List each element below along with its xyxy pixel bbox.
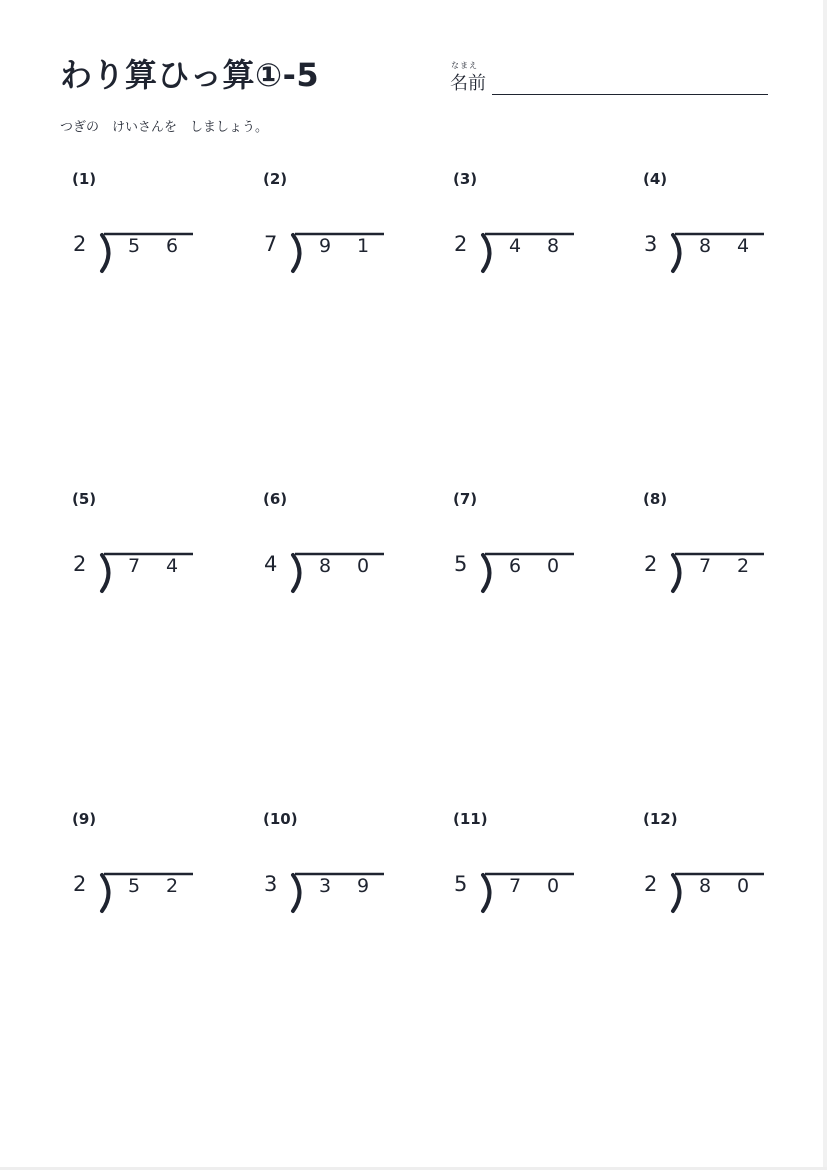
division-problem (631, 170, 781, 290)
division-bracket-icon (479, 546, 579, 598)
dividend-ones: 0 (356, 555, 370, 577)
dividend-ones: 8 (546, 235, 560, 257)
division-problem (441, 810, 591, 930)
problem-number: (4) (643, 170, 668, 188)
division-problem (60, 170, 210, 290)
divisor: 2 (73, 872, 87, 896)
dividend-ones: 9 (356, 875, 370, 897)
division-bracket-icon (669, 546, 769, 598)
dividend-tens: 5 (127, 235, 141, 257)
dividend-tens: 8 (698, 875, 712, 897)
divisor: 2 (73, 552, 87, 576)
problem-number: (11) (453, 810, 488, 828)
division-bracket-icon (669, 866, 769, 918)
dividend-ones: 0 (736, 875, 750, 897)
problem-number: (2) (263, 170, 288, 188)
dividend-tens: 9 (318, 235, 332, 257)
dividend-tens: 8 (698, 235, 712, 257)
problem-number: (10) (263, 810, 298, 828)
problem-number: (1) (72, 170, 97, 188)
division-problem (60, 490, 210, 610)
division-bracket-icon (289, 866, 389, 918)
problem-number: (9) (72, 810, 97, 828)
division-problem (251, 490, 401, 610)
dividend-tens: 7 (698, 555, 712, 577)
dividend-ones: 4 (736, 235, 750, 257)
name-ruby: なまえ (451, 61, 478, 70)
division-bracket-icon (669, 226, 769, 278)
dividend-ones: 2 (736, 555, 750, 577)
dividend-tens: 4 (508, 235, 522, 257)
problem-number: (12) (643, 810, 678, 828)
division-problem (441, 490, 591, 610)
problem-number: (6) (263, 490, 288, 508)
division-problem (60, 810, 210, 930)
dividend-tens: 5 (127, 875, 141, 897)
divisor: 2 (454, 232, 468, 256)
divisor: 2 (644, 552, 658, 576)
problem-number: (5) (72, 490, 97, 508)
division-bracket-icon (289, 546, 389, 598)
division-problem (441, 170, 591, 290)
divisor: 7 (264, 232, 278, 256)
instruction-text: つぎの けいさんを しましょう。 (60, 120, 269, 135)
dividend-ones: 1 (356, 235, 370, 257)
page-edge (823, 0, 827, 1170)
divisor: 3 (264, 872, 278, 896)
problem-number: (7) (453, 490, 478, 508)
dividend-ones: 2 (165, 875, 179, 897)
dividend-ones: 0 (546, 875, 560, 897)
dividend-tens: 8 (318, 555, 332, 577)
dividend-tens: 6 (508, 555, 522, 577)
dividend-tens: 7 (508, 875, 522, 897)
division-problem (251, 170, 401, 290)
worksheet-title: わり算ひっ算①-5 (60, 56, 320, 94)
division-problem (631, 810, 781, 930)
division-problem (251, 810, 401, 930)
dividend-ones: 0 (546, 555, 560, 577)
divisor: 5 (454, 552, 468, 576)
division-problem (631, 490, 781, 610)
division-bracket-icon (98, 866, 198, 918)
divisor: 3 (644, 232, 658, 256)
problem-number: (8) (643, 490, 668, 508)
division-bracket-icon (289, 226, 389, 278)
name-label: 名前 (450, 73, 486, 94)
division-bracket-icon (98, 226, 198, 278)
dividend-ones: 4 (165, 555, 179, 577)
dividend-tens: 7 (127, 555, 141, 577)
dividend-tens: 3 (318, 875, 332, 897)
name-write-line[interactable] (492, 94, 768, 95)
dividend-ones: 6 (165, 235, 179, 257)
divisor: 2 (73, 232, 87, 256)
division-bracket-icon (479, 226, 579, 278)
problem-number: (3) (453, 170, 478, 188)
divisor: 5 (454, 872, 468, 896)
divisor: 2 (644, 872, 658, 896)
divisor: 4 (264, 552, 278, 576)
division-bracket-icon (98, 546, 198, 598)
division-bracket-icon (479, 866, 579, 918)
